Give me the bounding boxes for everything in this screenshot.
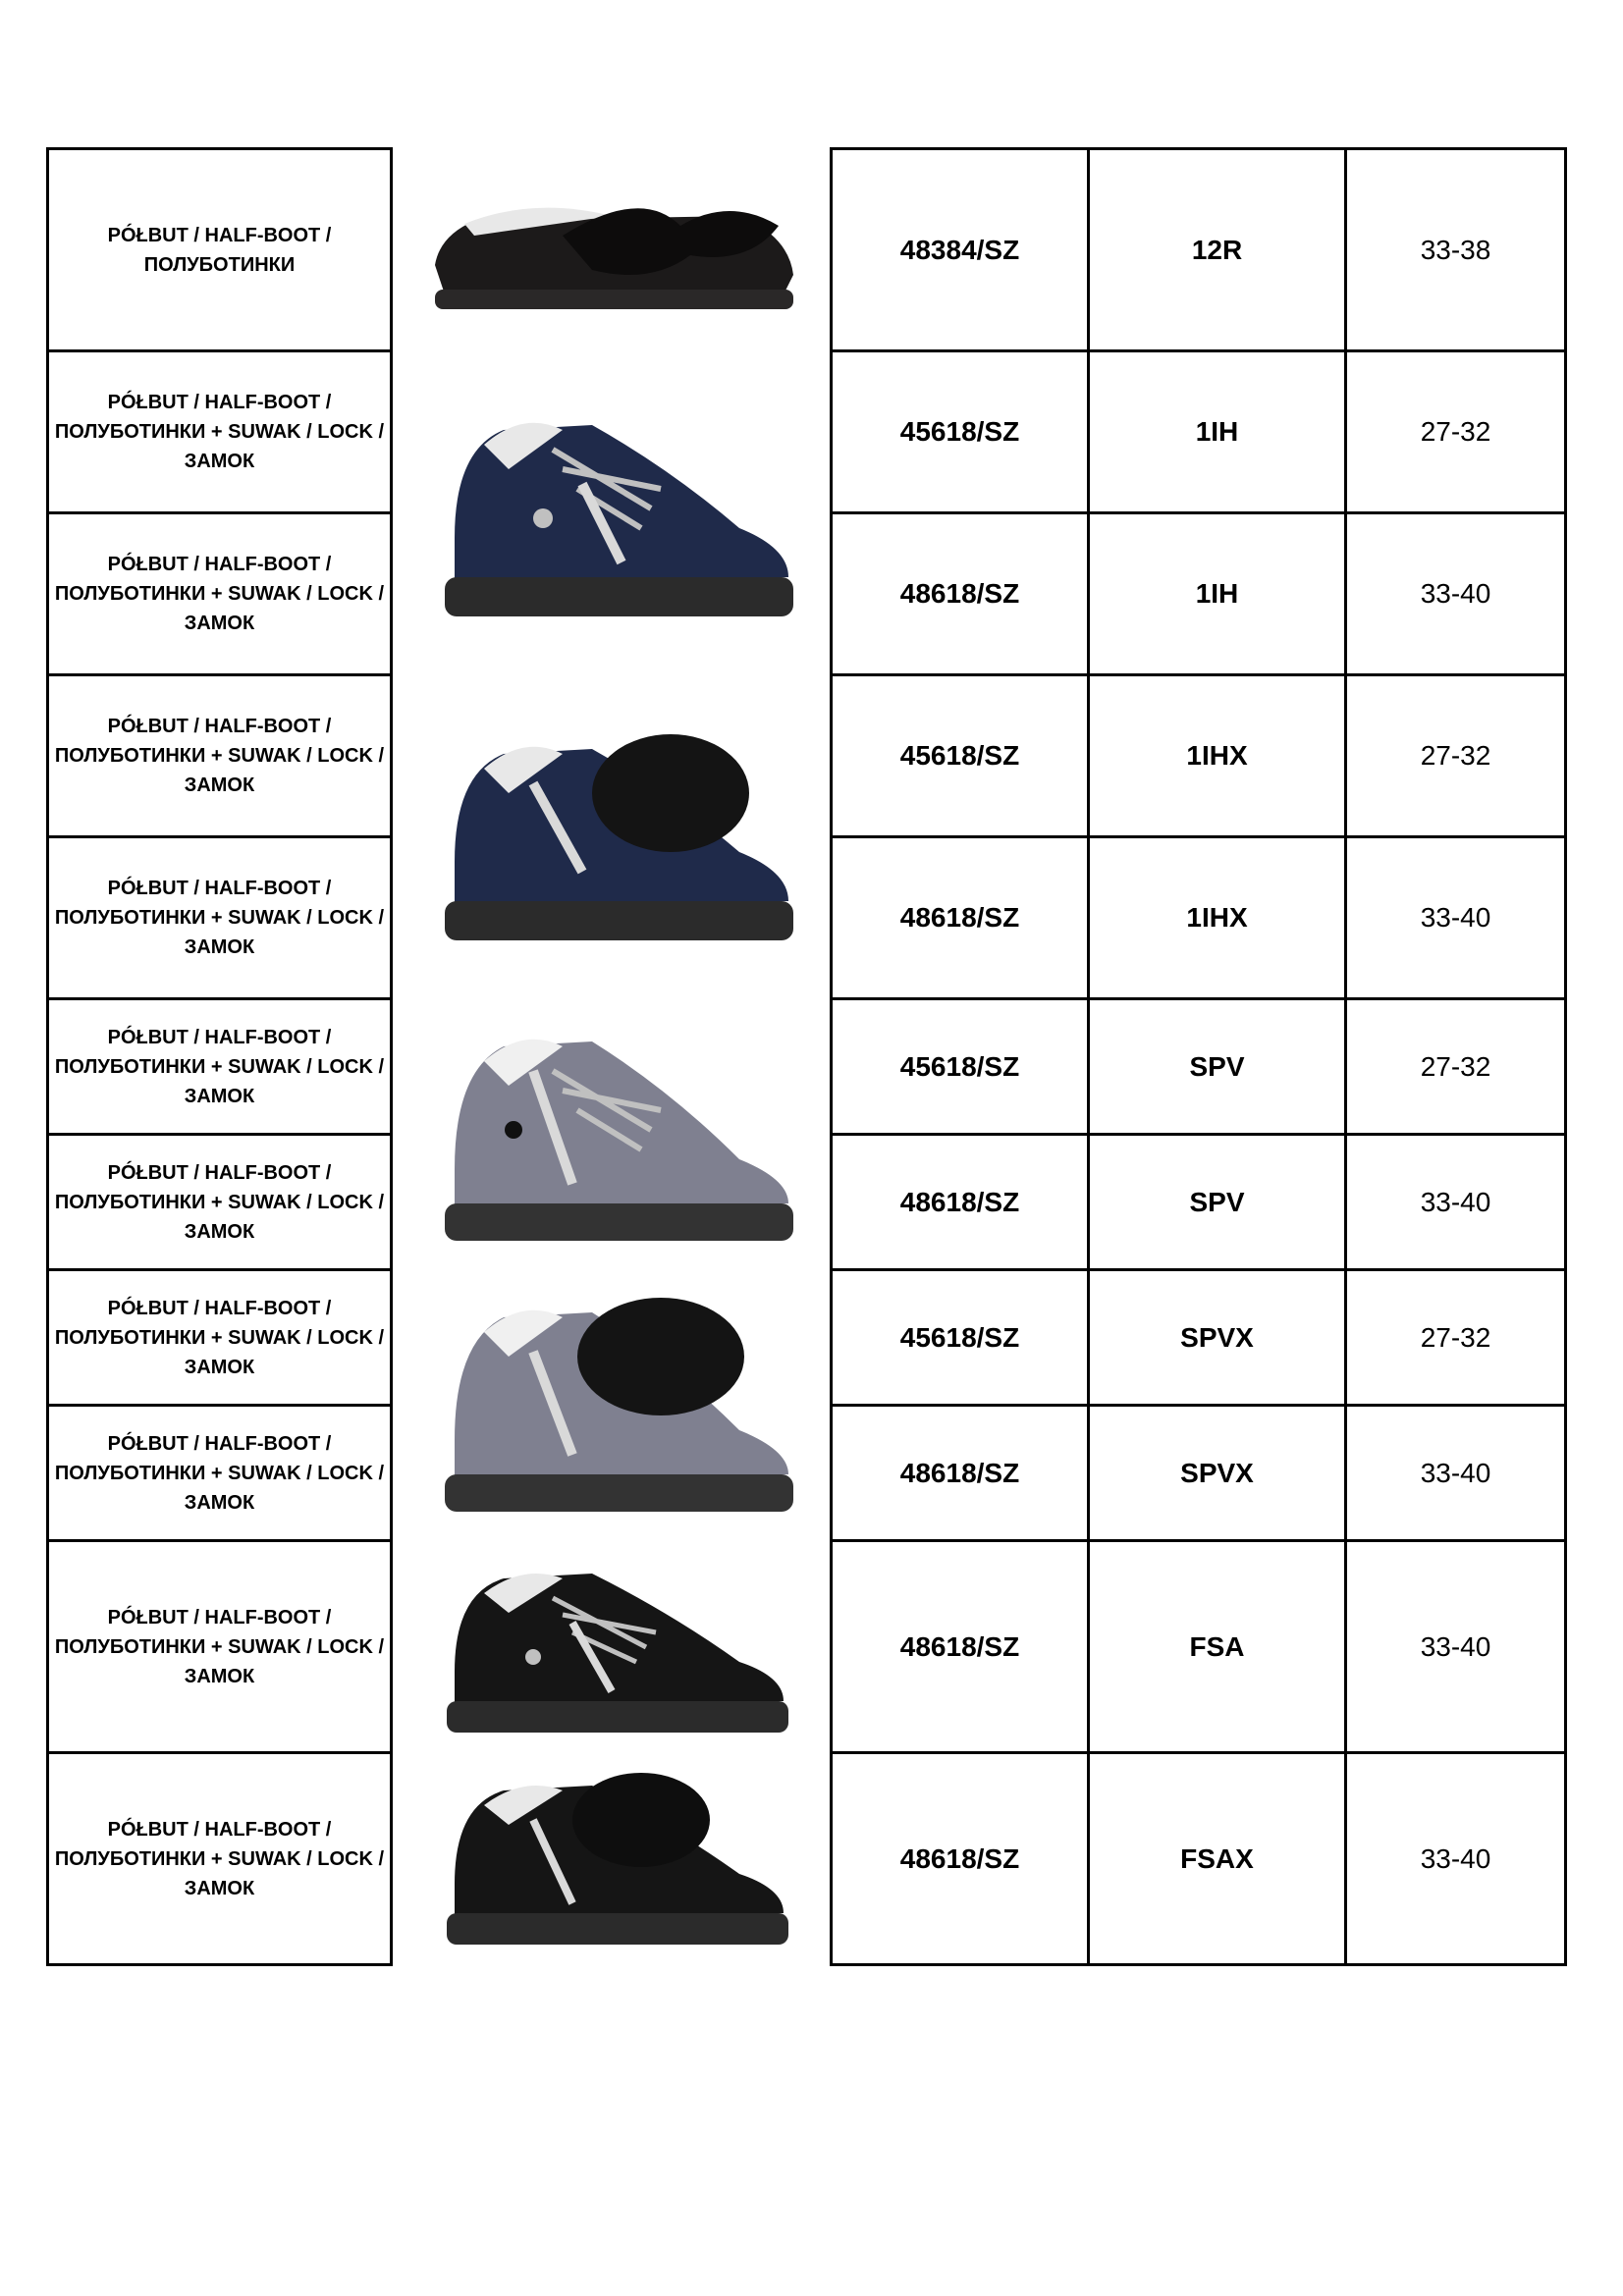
product-table <box>46 147 1567 1966</box>
black-patent-fur-pompom-shoe-icon <box>425 1766 798 1952</box>
color-code: 12R <box>1089 149 1346 351</box>
product-description: PÓŁBUT / HALF-BOOT / ПОЛУБОТИНКИ + SUWAK / LOCK / ЗАМОК <box>48 1541 392 1753</box>
color-code: 1IH <box>1089 513 1346 675</box>
size-range: 33-40 <box>1346 1541 1566 1753</box>
product-code: 45618/SZ <box>832 675 1089 837</box>
product-code: 48384/SZ <box>832 149 1089 351</box>
product-description: PÓŁBUT / HALF-BOOT / ПОЛУБОТИНКИ + SUWAK / LOCK / ЗАМОК <box>48 351 392 513</box>
product-description: PÓŁBUT / HALF-BOOT / ПОЛУБОТИНКИ + SUWAK / LOCK / ЗАМОК <box>48 513 392 675</box>
size-range: 27-32 <box>1346 999 1566 1135</box>
product-description: PÓŁBUT / HALF-BOOT / ПОЛУБОТИНКИ + SUWAK / LOCK / ЗАМОК <box>48 837 392 999</box>
product-description: PÓŁBUT / HALF-BOOT / ПОЛУБОТИНКИ + SUWAK / LOCK / ЗАМОК <box>48 675 392 837</box>
color-code: 1IHX <box>1089 837 1346 999</box>
product-image-cell <box>392 1541 832 1753</box>
color-code: SPVX <box>1089 1270 1346 1406</box>
size-range: 33-38 <box>1346 149 1566 351</box>
product-code: 45618/SZ <box>832 351 1089 513</box>
navy-patent-fur-pompom-shoe-icon <box>415 715 808 960</box>
color-code: FSA <box>1089 1541 1346 1753</box>
table-row <box>48 351 1566 513</box>
product-description: PÓŁBUT / HALF-BOOT / ПОЛУБОТИНКИ + SUWAK / LOCK / ЗАМОК <box>48 1406 392 1541</box>
table-row <box>48 999 1566 1135</box>
size-range: 27-32 <box>1346 1270 1566 1406</box>
product-description: PÓŁBUT / HALF-BOOT / ПОЛУБОТИНКИ + SUWAK / LOCK / ЗАМОК <box>48 999 392 1135</box>
size-range: 33-40 <box>1346 1135 1566 1270</box>
size-range: 33-40 <box>1346 837 1566 999</box>
product-description: PÓŁBUT / HALF-BOOT / ПОЛУБОТИНКИ <box>48 149 392 351</box>
color-code: SPV <box>1089 1135 1346 1270</box>
color-code: FSAX <box>1089 1753 1346 1965</box>
product-image-cell <box>392 1270 832 1541</box>
size-range: 27-32 <box>1346 351 1566 513</box>
product-image-cell <box>392 999 832 1270</box>
product-image-cell <box>392 675 832 999</box>
size-range: 33-40 <box>1346 513 1566 675</box>
size-range: 33-40 <box>1346 1406 1566 1541</box>
product-code: 48618/SZ <box>832 1406 1089 1541</box>
product-image-cell <box>392 1753 832 1965</box>
table-row <box>48 149 1566 351</box>
color-code: 1IHX <box>1089 675 1346 837</box>
product-description: PÓŁBUT / HALF-BOOT / ПОЛУБОТИНКИ + SUWAK / LOCK / ЗАМОК <box>48 1135 392 1270</box>
table-row <box>48 1270 1566 1406</box>
product-code: 48618/SZ <box>832 837 1089 999</box>
product-image-cell <box>392 149 832 351</box>
table-row <box>48 1541 1566 1753</box>
product-code: 48618/SZ <box>832 513 1089 675</box>
color-code: SPV <box>1089 999 1346 1135</box>
product-code: 48618/SZ <box>832 1135 1089 1270</box>
black-patent-zip-lace-shoe-icon <box>425 1554 798 1740</box>
table-row <box>48 1753 1566 1965</box>
product-code: 48618/SZ <box>832 1753 1089 1965</box>
product-description: PÓŁBUT / HALF-BOOT / ПОЛУБОТИНКИ + SUWAK / LOCK / ЗАМОК <box>48 1270 392 1406</box>
table-row <box>48 675 1566 837</box>
size-range: 33-40 <box>1346 1753 1566 1965</box>
grey-glitter-zip-lace-shoe-icon <box>415 1012 808 1257</box>
product-code: 48618/SZ <box>832 1541 1089 1753</box>
navy-patent-zip-lace-shoe-icon <box>415 391 808 636</box>
color-code: SPVX <box>1089 1406 1346 1541</box>
grey-glitter-fur-pompom-shoe-icon <box>415 1283 808 1528</box>
product-code: 45618/SZ <box>832 1270 1089 1406</box>
product-image-cell <box>392 351 832 675</box>
size-range: 27-32 <box>1346 675 1566 837</box>
color-code: 1IH <box>1089 351 1346 513</box>
product-code: 45618/SZ <box>832 999 1089 1135</box>
black-velvet-bow-slip-on-shoe-icon <box>415 177 808 324</box>
product-description: PÓŁBUT / HALF-BOOT / ПОЛУБОТИНКИ + SUWAK / LOCK / ЗАМОК <box>48 1753 392 1965</box>
